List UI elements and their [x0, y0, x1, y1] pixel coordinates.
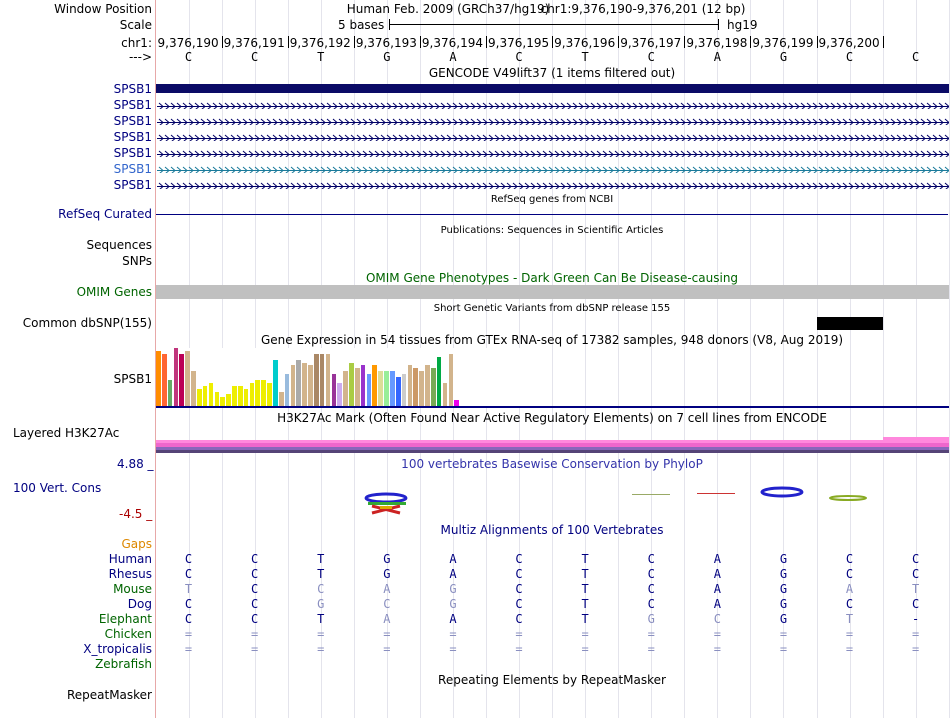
alignment-base: C	[515, 552, 523, 566]
alignment-base: A	[449, 612, 457, 626]
gtex-tissue-bar[interactable]	[168, 380, 173, 406]
gencode-gene-label[interactable]: SPSB1	[113, 146, 152, 160]
gtex-tissue-bar[interactable]	[384, 371, 389, 406]
alignment-base: C	[647, 582, 655, 596]
gencode-gene-label[interactable]: SPSB1	[113, 178, 152, 192]
alignment-base: C	[251, 597, 259, 611]
alignment-base: =	[581, 642, 589, 656]
alignment-base: C	[912, 567, 920, 581]
alignment-base: G	[449, 582, 457, 596]
ruler-coordinate: 9,376,199	[752, 36, 814, 50]
alignment-base: T	[912, 582, 920, 596]
publications-title: Publications: Sequences in Scientific Articles	[440, 225, 664, 236]
alignment-base: =	[317, 627, 325, 641]
alignment-base: =	[449, 627, 457, 641]
alignment-base: T	[184, 582, 193, 596]
alignment-base: C	[647, 567, 655, 581]
repeatmasker-label[interactable]: RepeatMasker	[66, 688, 152, 702]
gtex-tissue-bar[interactable]	[413, 368, 418, 406]
alignment-base: =	[845, 642, 854, 656]
alignment-base: C	[515, 612, 523, 626]
sequences-label[interactable]: Sequences	[86, 238, 152, 252]
alignment-base: G	[779, 552, 788, 566]
gtex-title: Gene Expression in 54 tissues from GTEx RNA-seq of 17382 samples, 948 donors (V8, Aug 2019)	[260, 333, 844, 347]
gtex-tissue-bar[interactable]	[191, 371, 196, 406]
ruler-tick	[684, 36, 685, 48]
refseq-line[interactable]	[156, 214, 948, 215]
alignment-base: =	[383, 642, 391, 656]
alignment-base: =	[251, 627, 259, 641]
alignment-base: C	[845, 567, 854, 581]
alignment-base: =	[184, 642, 193, 656]
dna-base: C	[251, 50, 259, 64]
alignment-base: C	[317, 582, 325, 596]
ruler-tick	[817, 36, 818, 48]
phylop-title: 100 vertebrates Basewise Conservation by PhyloP	[401, 457, 703, 471]
alignment-base: G	[779, 582, 788, 596]
alignment-base: C	[184, 612, 193, 626]
alignment-base: C	[845, 597, 854, 611]
ruler-coordinate: 9,376,192	[289, 36, 351, 50]
alignment-base: T	[317, 612, 325, 626]
gtex-tissue-bar[interactable]	[261, 380, 266, 406]
logo-glyph-g	[762, 488, 802, 496]
alignment-base: =	[383, 627, 391, 641]
gencode-intron-track[interactable]	[157, 132, 949, 141]
dna-base: C	[647, 50, 655, 64]
alignment-base: A	[713, 552, 721, 566]
gtex-tissue-bar[interactable]	[437, 357, 442, 406]
omim-bar[interactable]	[156, 285, 949, 299]
alignment-base: =	[647, 627, 655, 641]
chrom-label: chr1:	[121, 36, 152, 50]
gtex-tissue-bar[interactable]	[408, 365, 413, 406]
gtex-tissue-bar[interactable]	[296, 360, 301, 406]
alignment-base: C	[251, 582, 259, 596]
db-text: hg19	[727, 18, 758, 32]
alignment-base: =	[515, 627, 523, 641]
alignment-base: G	[449, 597, 457, 611]
gtex-tissue-bar[interactable]	[291, 365, 296, 406]
h3k27ac-layer-4[interactable]	[156, 450, 949, 453]
cons-label[interactable]: 100 Vert. Cons	[13, 481, 102, 495]
species-label[interactable]: Rhesus	[108, 567, 152, 581]
gencode-exon-bar[interactable]	[156, 84, 949, 93]
species-label[interactable]: X_tropicalis	[83, 642, 152, 656]
gtex-tissue-bar[interactable]	[326, 354, 331, 406]
gencode-title: GENCODE V49lift37 (1 items filtered out)	[428, 66, 676, 80]
gtex-tissue-bar[interactable]	[390, 371, 395, 406]
window-position-label: Window Position	[54, 2, 152, 16]
gencode-intron-track[interactable]	[157, 100, 949, 109]
species-label[interactable]: Chicken	[104, 627, 152, 641]
dna-base: G	[779, 50, 788, 64]
gtex-tissue-bar[interactable]	[367, 374, 372, 406]
gaps-label[interactable]: Gaps	[121, 537, 152, 551]
alignment-base: T	[581, 612, 589, 626]
scale-label: Scale	[119, 18, 152, 32]
gtex-tissue-bar[interactable]	[215, 392, 220, 407]
strand-label: --->	[128, 50, 152, 64]
alignment-base: G	[383, 567, 391, 581]
alignment-base: C	[647, 552, 655, 566]
gtex-tissue-bar[interactable]	[419, 371, 424, 406]
alignment-base: A	[713, 567, 721, 581]
gtex-tissue-bar[interactable]	[349, 363, 354, 407]
gtex-tissue-bar[interactable]	[396, 377, 401, 406]
gtex-tissue-bar[interactable]	[273, 360, 278, 406]
alignment-base: =	[713, 627, 721, 641]
ruler-coordinate: 9,376,195	[488, 36, 550, 50]
dna-base: G	[383, 50, 391, 64]
ruler-coordinate: 9,376,191	[223, 36, 285, 50]
alignment-base: =	[779, 627, 788, 641]
gtex-tissue-bar[interactable]	[314, 354, 319, 406]
ruler-coordinate: 9,376,193	[355, 36, 417, 50]
dna-base: T	[581, 50, 589, 64]
gtex-tissue-bar[interactable]	[378, 371, 383, 406]
alignment-base: G	[317, 597, 325, 611]
gtex-tissue-bar[interactable]	[226, 394, 231, 406]
alignment-base: C	[647, 597, 655, 611]
alignment-base: A	[713, 582, 721, 596]
ruler-tick	[222, 36, 223, 48]
gtex-tissue-bar[interactable]	[185, 351, 190, 406]
omim-title: OMIM Gene Phenotypes - Dark Green Can Be Disease-causing	[365, 271, 739, 285]
gtex-tissue-bar[interactable]	[302, 363, 307, 407]
alignment-base: A	[383, 582, 391, 596]
alignment-base: G	[779, 612, 788, 626]
refseq-label[interactable]: RefSeq Curated	[58, 207, 152, 221]
multiz-title: Multiz Alignments of 100 Vertebrates	[440, 523, 664, 537]
gtex-tissue-bar[interactable]	[449, 354, 454, 406]
gtex-tissue-bar[interactable]	[361, 365, 366, 406]
gtex-tissue-bar[interactable]	[332, 374, 337, 406]
gtex-tissue-bar[interactable]	[431, 368, 436, 406]
ruler-tick	[486, 36, 487, 48]
dbsnp-label[interactable]: Common dbSNP(155)	[22, 316, 152, 330]
cons-max: 4.88 _	[117, 457, 154, 471]
gencode-intron-track[interactable]	[157, 148, 949, 157]
alignment-base: =	[845, 627, 854, 641]
gtex-baseline	[156, 406, 949, 408]
ruler-coordinate: 9,376,190	[157, 36, 219, 50]
alignment-base: C	[184, 597, 193, 611]
gtex-tissue-bar[interactable]	[179, 354, 184, 406]
dbsnp-variant[interactable]	[817, 317, 883, 330]
cons-min: -4.5 _	[119, 507, 153, 521]
alignment-base: T	[317, 567, 325, 581]
omim-label[interactable]: OMIM Genes	[76, 285, 152, 299]
alignment-base: C	[251, 552, 259, 566]
alignment-base: =	[779, 642, 788, 656]
gtex-tissue-bar[interactable]	[203, 386, 208, 406]
phylop-logo[interactable]	[156, 485, 949, 515]
assembly-text: Human Feb. 2009 (GRCh37/hg19)	[346, 2, 550, 16]
gtex-tissue-bar[interactable]	[443, 383, 448, 406]
alignment-base: C	[713, 612, 721, 626]
gtex-tissue-bar[interactable]	[232, 386, 237, 406]
snps-label[interactable]: SNPs	[122, 254, 152, 268]
ruler-tick	[552, 36, 553, 48]
logo-glyph-t	[632, 494, 670, 495]
alignment-base: -	[912, 612, 920, 626]
ruler-tick	[618, 36, 619, 48]
ruler-tick	[288, 36, 289, 48]
ruler-tick	[420, 36, 421, 48]
alignment-base: =	[515, 642, 523, 656]
alignment-base: A	[845, 582, 854, 596]
gtex-tissue-bar[interactable]	[267, 383, 272, 406]
alignment-base: =	[912, 642, 920, 656]
alignment-base: C	[515, 597, 523, 611]
alignment-base: G	[383, 552, 391, 566]
ruler-coordinate: 9,376,200	[818, 36, 880, 50]
gtex-tissue-bar[interactable]	[209, 383, 214, 406]
gencode-intron-track[interactable]	[157, 180, 949, 189]
alignment-base: T	[317, 552, 325, 566]
scale-bar-right-tick	[718, 19, 719, 30]
alignment-base: T	[581, 567, 589, 581]
alignment-base: G	[779, 567, 788, 581]
gtex-tissue-bar[interactable]	[174, 348, 179, 406]
gtex-tissue-bar[interactable]	[425, 365, 430, 406]
ruler-coordinate: 9,376,194	[421, 36, 483, 50]
species-label[interactable]: Zebrafish	[95, 657, 152, 671]
ruler-coordinate: 9,376,197	[620, 36, 682, 50]
position-text: chr1:9,376,190-9,376,201 (12 bp)	[540, 2, 746, 16]
gtex-tissue-bar[interactable]	[238, 386, 243, 406]
dna-base: C	[845, 50, 854, 64]
species-label[interactable]: Mouse	[113, 582, 152, 596]
gtex-tissue-bar[interactable]	[162, 354, 167, 406]
ruler-tick	[750, 36, 751, 48]
gtex-tissue-bar[interactable]	[320, 354, 325, 406]
scale-text: 5 bases	[338, 18, 385, 32]
alignment-base: C	[251, 612, 259, 626]
alignment-base: A	[449, 567, 457, 581]
gtex-tissue-bar[interactable]	[372, 365, 377, 406]
dna-base: C	[515, 50, 523, 64]
gtex-tissue-bar[interactable]	[156, 351, 161, 406]
gtex-tissue-bar[interactable]	[197, 389, 202, 406]
gtex-tissue-bar[interactable]	[220, 397, 225, 406]
gencode-gene-label[interactable]: SPSB1	[113, 130, 152, 144]
alignment-base: C	[383, 597, 391, 611]
gtex-tissue-bar[interactable]	[337, 383, 342, 406]
gtex-tissue-bar[interactable]	[285, 374, 290, 406]
ruler-tick	[883, 36, 884, 48]
dbsnp-title: Short Genetic Variants from dbSNP release 155	[433, 303, 671, 314]
gencode-intron-track[interactable]	[157, 116, 949, 125]
alignment-base: =	[449, 642, 457, 656]
alignment-base: G	[647, 612, 655, 626]
h3k27ac-title: H3K27Ac Mark (Often Found Near Active Regulatory Elements) on 7 cell lines from ENCODE	[277, 411, 827, 425]
species-label[interactable]: Elephant	[98, 612, 152, 626]
alignment-base: =	[317, 642, 325, 656]
h3k27ac-label[interactable]: Layered H3K27Ac	[13, 426, 120, 440]
gencode-gene-label[interactable]: SPSB1	[113, 82, 152, 96]
alignment-base: =	[251, 642, 259, 656]
alignment-base: =	[647, 642, 655, 656]
gtex-tissue-bar[interactable]	[250, 383, 255, 406]
gencode-intron-track[interactable]	[157, 164, 949, 173]
dna-base: T	[317, 50, 325, 64]
gtex-gene-label[interactable]: SPSB1	[113, 372, 152, 386]
scale-bar-left-tick	[389, 19, 390, 30]
gtex-tissue-bar[interactable]	[279, 392, 284, 407]
dna-base: A	[713, 50, 721, 64]
alignment-base: C	[912, 597, 920, 611]
alignment-base: =	[184, 627, 193, 641]
alignment-base: A	[383, 612, 391, 626]
alignment-base: C	[184, 567, 193, 581]
refseq-title: RefSeq genes from NCBI	[490, 194, 614, 205]
dna-base: C	[912, 50, 920, 64]
alignment-base: C	[515, 567, 523, 581]
gtex-tissue-bar[interactable]	[255, 380, 260, 406]
species-label[interactable]: Dog	[127, 597, 152, 611]
gtex-tissue-bar[interactable]	[244, 389, 249, 406]
alignment-base: =	[581, 627, 589, 641]
gencode-gene-label[interactable]: SPSB1	[113, 98, 152, 112]
gtex-tissue-bar[interactable]	[402, 374, 407, 406]
alignment-base: =	[912, 627, 920, 641]
alignment-base: G	[779, 597, 788, 611]
gtex-tissue-bar[interactable]	[355, 368, 360, 406]
alignment-base: A	[713, 597, 721, 611]
gtex-tissue-bar[interactable]	[308, 365, 313, 406]
logo-glyph-c	[830, 496, 866, 500]
species-label[interactable]: Human	[108, 552, 152, 566]
alignment-base: C	[184, 552, 193, 566]
dna-base: A	[449, 50, 457, 64]
alignment-base: T	[581, 582, 589, 596]
alignment-base: T	[581, 597, 589, 611]
gencode-gene-label[interactable]: SPSB1	[113, 114, 152, 128]
scale-bar	[389, 24, 718, 25]
alignment-base: C	[845, 552, 854, 566]
gencode-gene-label[interactable]: SPSB1	[113, 162, 152, 176]
alignment-base: =	[713, 642, 721, 656]
h3k27ac-peak[interactable]	[883, 437, 949, 440]
repeatmasker-title: Repeating Elements by RepeatMasker	[438, 673, 666, 687]
alignment-base: T	[845, 612, 854, 626]
gtex-tissue-bar[interactable]	[343, 371, 348, 406]
logo-glyph-g-pos	[366, 494, 406, 513]
ruler-coordinate: 9,376,196	[554, 36, 616, 50]
ruler-coordinate: 9,376,198	[686, 36, 748, 50]
alignment-base: T	[581, 552, 589, 566]
alignment-base: C	[912, 552, 920, 566]
alignment-base: C	[515, 582, 523, 596]
logo-glyph-a	[697, 493, 735, 494]
alignment-base: C	[251, 567, 259, 581]
alignment-base: A	[449, 552, 457, 566]
dna-base: C	[184, 50, 193, 64]
ruler-tick	[354, 36, 355, 48]
